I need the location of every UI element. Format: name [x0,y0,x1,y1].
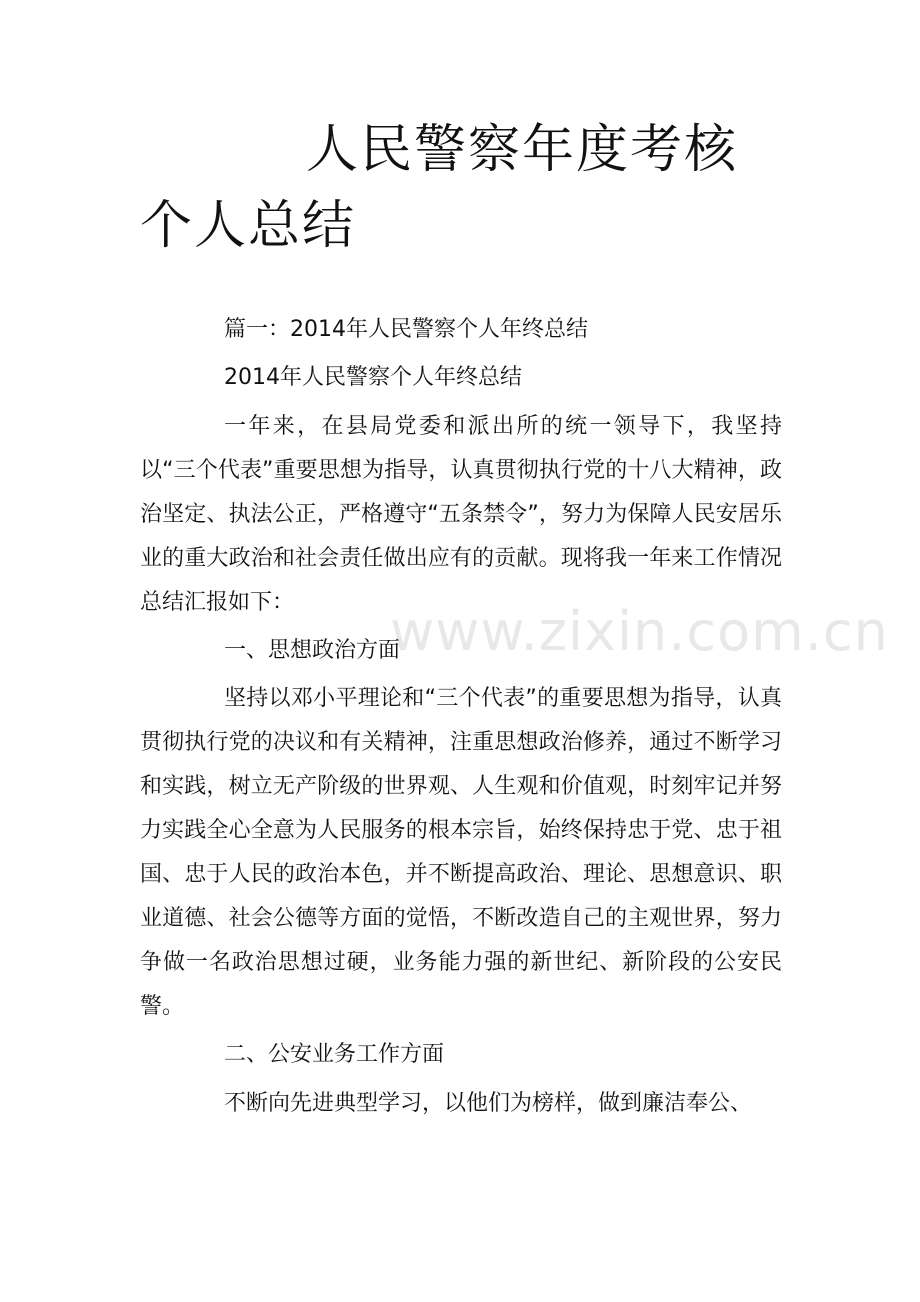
heading-ideology: 一、思想政治方面 [224,637,401,663]
document-body [140,308,782,1130]
heading-police-work: 二、公安业务工作方面 [224,1042,445,1068]
ideology-paragraph: 坚持以邓小平理论和“三个代表”的重要思想为指导，认真贯彻执行党的决议和有关精神，注重思想政治修养，通过不断学习和实践，树立无产阶级的世界观、人生观和价值观，时刻牢记并努力实践全心全意为人民服务的根本宗旨，始终保持忠于党、忠于祖国、忠于人民的政治本色，并不断提高政治、理论、思想意识、职业道德、社会公德等方面的觉悟，不断改造自己的主观世界，努力争做一名政治思想过硬，业务能力强的新世纪、新阶段的公安民警。 [140,686,782,1020]
intro-paragraph: 一年来，在县局党委和派出所的统一领导下，我坚持以“三个代表”重要思想为指导，认真贯彻执行党的十八大精神，政治坚定、执法公正，严格遵守“五条禁令”，努力为保障人民安居乐业的重大政治和社会责任做出应有的贡献。现将我一年来工作情况总结汇报如下： [140,413,782,615]
watermark: www.zixin.com.cn [390,600,889,663]
subtitle: 2014年人民警察个人年终总结 [224,365,522,391]
document-title [140,112,800,264]
police-work-paragraph: 不断向先进典型学习，以他们为榜样，做到廉洁奉公、 [224,1090,753,1116]
section-heading: 篇一：2014年人民警察个人年终总结 [224,317,588,342]
title-line-1: 人民警察年度考核 [306,120,739,180]
title-line-2: 个人总结 [140,196,357,256]
